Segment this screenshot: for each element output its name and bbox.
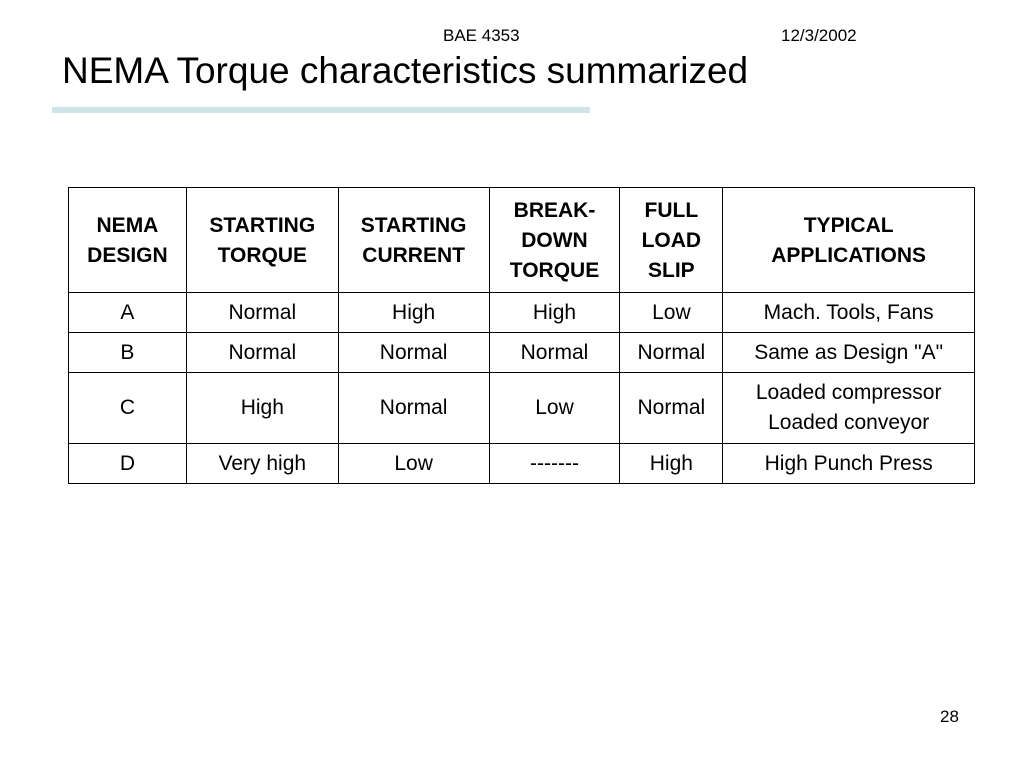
slide-title: NEMA Torque characteristics summarized — [62, 50, 749, 91]
cell-breakdown-torque: High — [489, 293, 620, 333]
cell-starting-torque: Normal — [186, 333, 338, 373]
cell-starting-current: Normal — [338, 333, 489, 373]
header-starting-torque: STARTING TORQUE — [186, 188, 338, 293]
title-underline — [52, 107, 590, 113]
cell-starting-current: Low — [338, 444, 489, 484]
header-starting-current: STARTING CURRENT — [338, 188, 489, 293]
cell-design: B — [69, 333, 187, 373]
cell-starting-torque: Normal — [186, 293, 338, 333]
page-number: 28 — [940, 707, 959, 726]
table-row — [69, 444, 975, 484]
cell-breakdown-torque: Normal — [489, 333, 620, 373]
table-row — [69, 373, 975, 444]
slide-date: 12/3/2002 — [781, 26, 857, 45]
table-row — [69, 293, 975, 333]
cell-full-load-slip: High — [620, 444, 723, 484]
cell-design: C — [69, 373, 187, 444]
cell-breakdown-torque: ------- — [489, 444, 620, 484]
header-typical-applications: TYPICAL APPLICATIONS — [723, 188, 975, 293]
header-nema-design: NEMA DESIGN — [69, 188, 187, 293]
cell-full-load-slip: Normal — [620, 333, 723, 373]
header-breakdown-torque: BREAK- DOWN TORQUE — [489, 188, 620, 293]
cell-breakdown-torque: Low — [489, 373, 620, 444]
course-code: BAE 4353 — [443, 26, 520, 45]
cell-typical-applications: High Punch Press — [723, 444, 975, 484]
cell-design: D — [69, 444, 187, 484]
cell-typical-applications: Same as Design "A" — [723, 333, 975, 373]
cell-full-load-slip: Normal — [620, 373, 723, 444]
cell-design: A — [69, 293, 187, 333]
cell-starting-current: High — [338, 293, 489, 333]
table-row — [69, 333, 975, 373]
header-full-load-slip: FULL LOAD SLIP — [620, 188, 723, 293]
cell-typical-applications: Mach. Tools, Fans — [723, 293, 975, 333]
cell-starting-torque: High — [186, 373, 338, 444]
nema-table — [68, 187, 975, 484]
cell-typical-applications: Loaded compressor Loaded conveyor — [723, 373, 975, 444]
cell-starting-current: Normal — [338, 373, 489, 444]
table-header-row — [69, 188, 975, 293]
cell-full-load-slip: Low — [620, 293, 723, 333]
cell-starting-torque: Very high — [186, 444, 338, 484]
